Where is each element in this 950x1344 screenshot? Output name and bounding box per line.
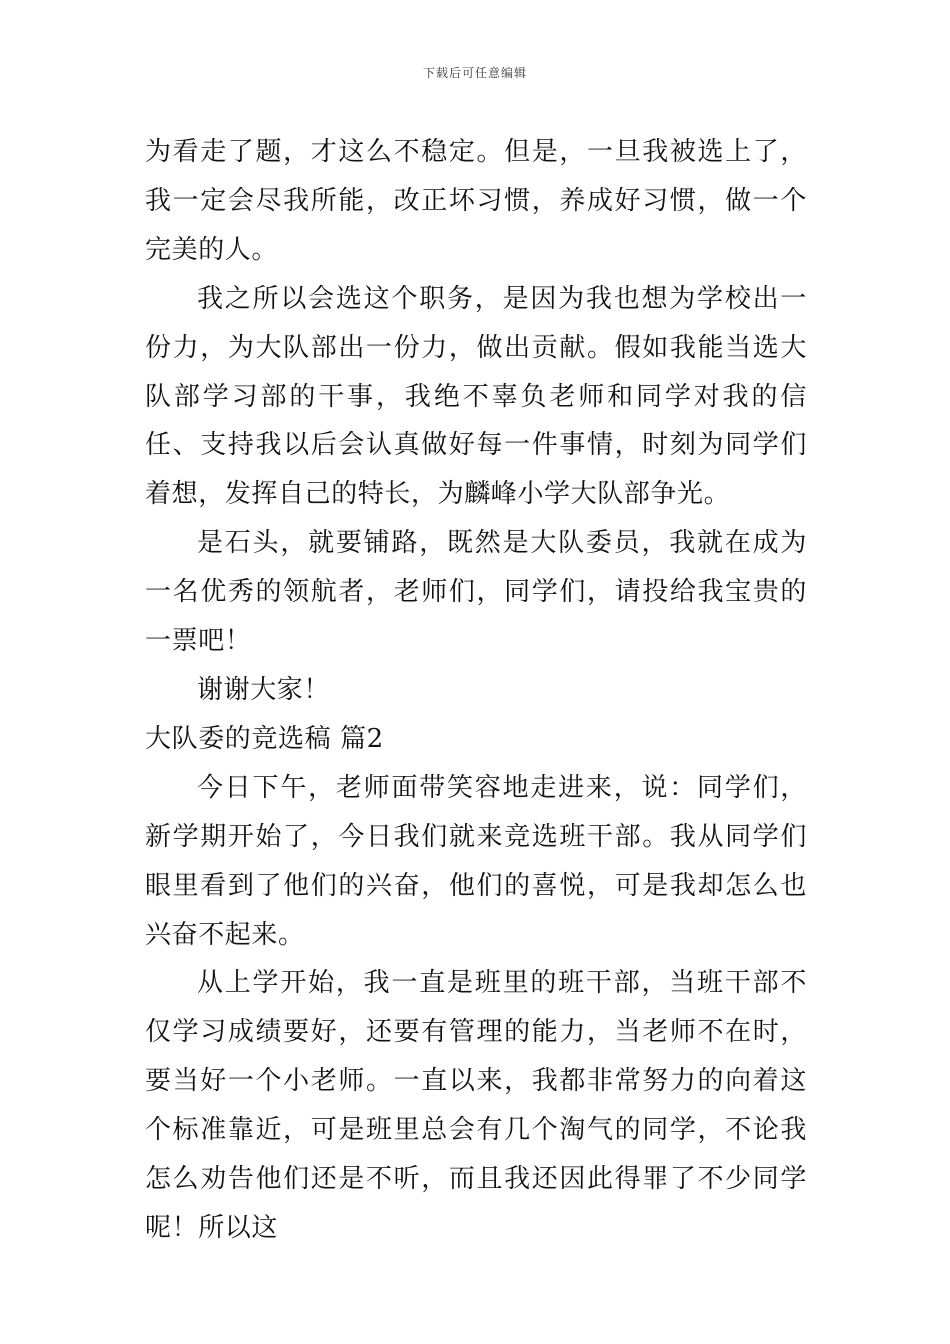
section-heading: 大队委的竞选稿 篇2 [145,723,384,754]
paragraph-appeal: 是石头，就要铺路，既然是大队委员，我就在成为一名优秀的领航者，老师们，同学们，请投给我宝贵的一票吧！ [145,528,807,657]
paragraph-afternoon: 今日下午，老师面带笑容地走进来，说：同学们，新学期开始了，今日我们就来竞选班干部。我从同学们眼里看到了他们的兴奋，他们的喜悦，可是我却怎么也兴奋不起来。 [145,772,807,950]
document-body [145,128,807,1253]
paragraph-continuation: 为看走了题，才这么不稳定。但是，一旦我被选上了，我一定会尽我所能，改正坏习惯，养成好习惯，做一个完美的人。 [145,137,807,265]
paragraph-thanks: 谢谢大家！ [197,674,331,705]
paragraph-class-cadre: 从上学开始，我一直是班里的班干部，当班干部不仅学习成绩要好，还要有管理的能力，当老师不在时，要当好一个小老师。一直以来，我都非常努力的向着这个标准靠近，可是班里总会有几个淘气的同学，不论我怎么劝告他们还是不听，而且我还因此得罪了不少同学呢！所以这 [145,968,807,1243]
page-header: 下载后可任意编辑 [422,66,527,80]
paragraph-reason: 我之所以会选这个职务，是因为我也想为学校出一份力，为大队部出一份力，做出贡献。假如我能当选大队部学习部的干事，我绝不辜负老师和同学对我的信任、支持我以后会认真做好每一件事情，时刻为同学们着想，发挥自己的特长，为麟峰小学大队部争光。 [145,283,807,510]
